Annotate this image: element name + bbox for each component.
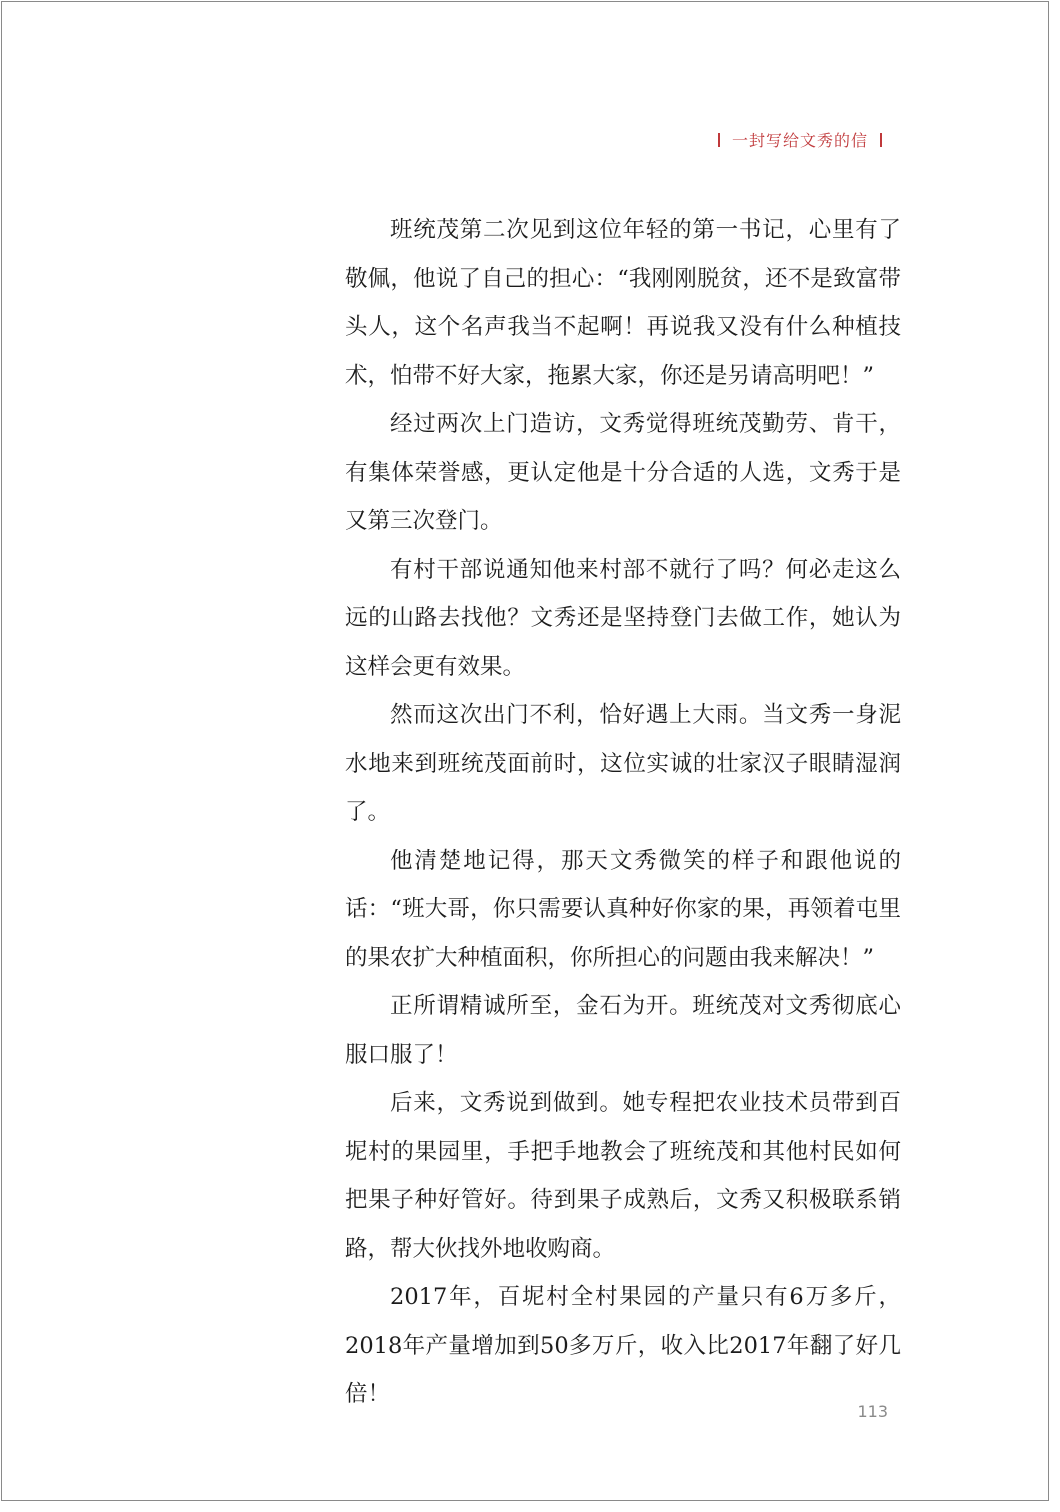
header-left-bar	[718, 133, 720, 147]
paragraph: 经过两次上门造访，文秀觉得班统茂勤劳、肯干，有集体荣誉感，更认定他是十分合适的人选，文秀于是又第三次登门。	[345, 411, 901, 534]
paragraph: 然而这次出门不利，恰好遇上大雨。当文秀一身泥水地来到班统茂面前时，这位实诚的壮家汉子眼睛湿润了。	[345, 702, 901, 825]
body-text	[345, 206, 901, 1419]
running-header	[718, 128, 882, 151]
page-frame	[1, 1, 1049, 1501]
paragraph: 他清楚地记得，那天文秀微笑的样子和跟他说的话：“班大哥，你只需要认真种好你家的果，再领着屯里的果农扩大种植面积，你所担心的问题由我来解决！”	[345, 847, 901, 971]
paragraph: 正所谓精诚所至，金石为开。班统茂对文秀彻底心服口服了！	[345, 993, 901, 1068]
paragraph: 班统茂第二次见到这位年轻的第一书记，心里有了敬佩，他说了自己的担心：“我刚刚脱贫，还不是致富带头人，这个名声我当不起啊！再说我又没有什么种植技术，怕带不好大家，拖累大家，你还是另请高明吧！”	[345, 217, 901, 389]
header-right-bar	[880, 133, 882, 147]
paragraph: 后来，文秀说到做到。她专程把农业技术员带到百坭村的果园里，手把手地教会了班统茂和其他村民如何把果子种好管好。待到果子成熟后，文秀又积极联系销路，帮大伙找外地收购商。	[345, 1090, 901, 1262]
paragraph: 有村干部说通知他来村部不就行了吗？何必走这么远的山路去找他？文秀还是坚持登门去做工作，她认为这样会更有效果。	[345, 556, 901, 680]
chapter-title: 一封写给文秀的信	[731, 131, 868, 150]
paragraph: 2017年，百坭村全村果园的产量只有6万多斤，2018年产量增加到50多万斤，收入比2017年翻了好几倍！	[345, 1284, 901, 1407]
page-number: 113	[857, 1402, 888, 1421]
